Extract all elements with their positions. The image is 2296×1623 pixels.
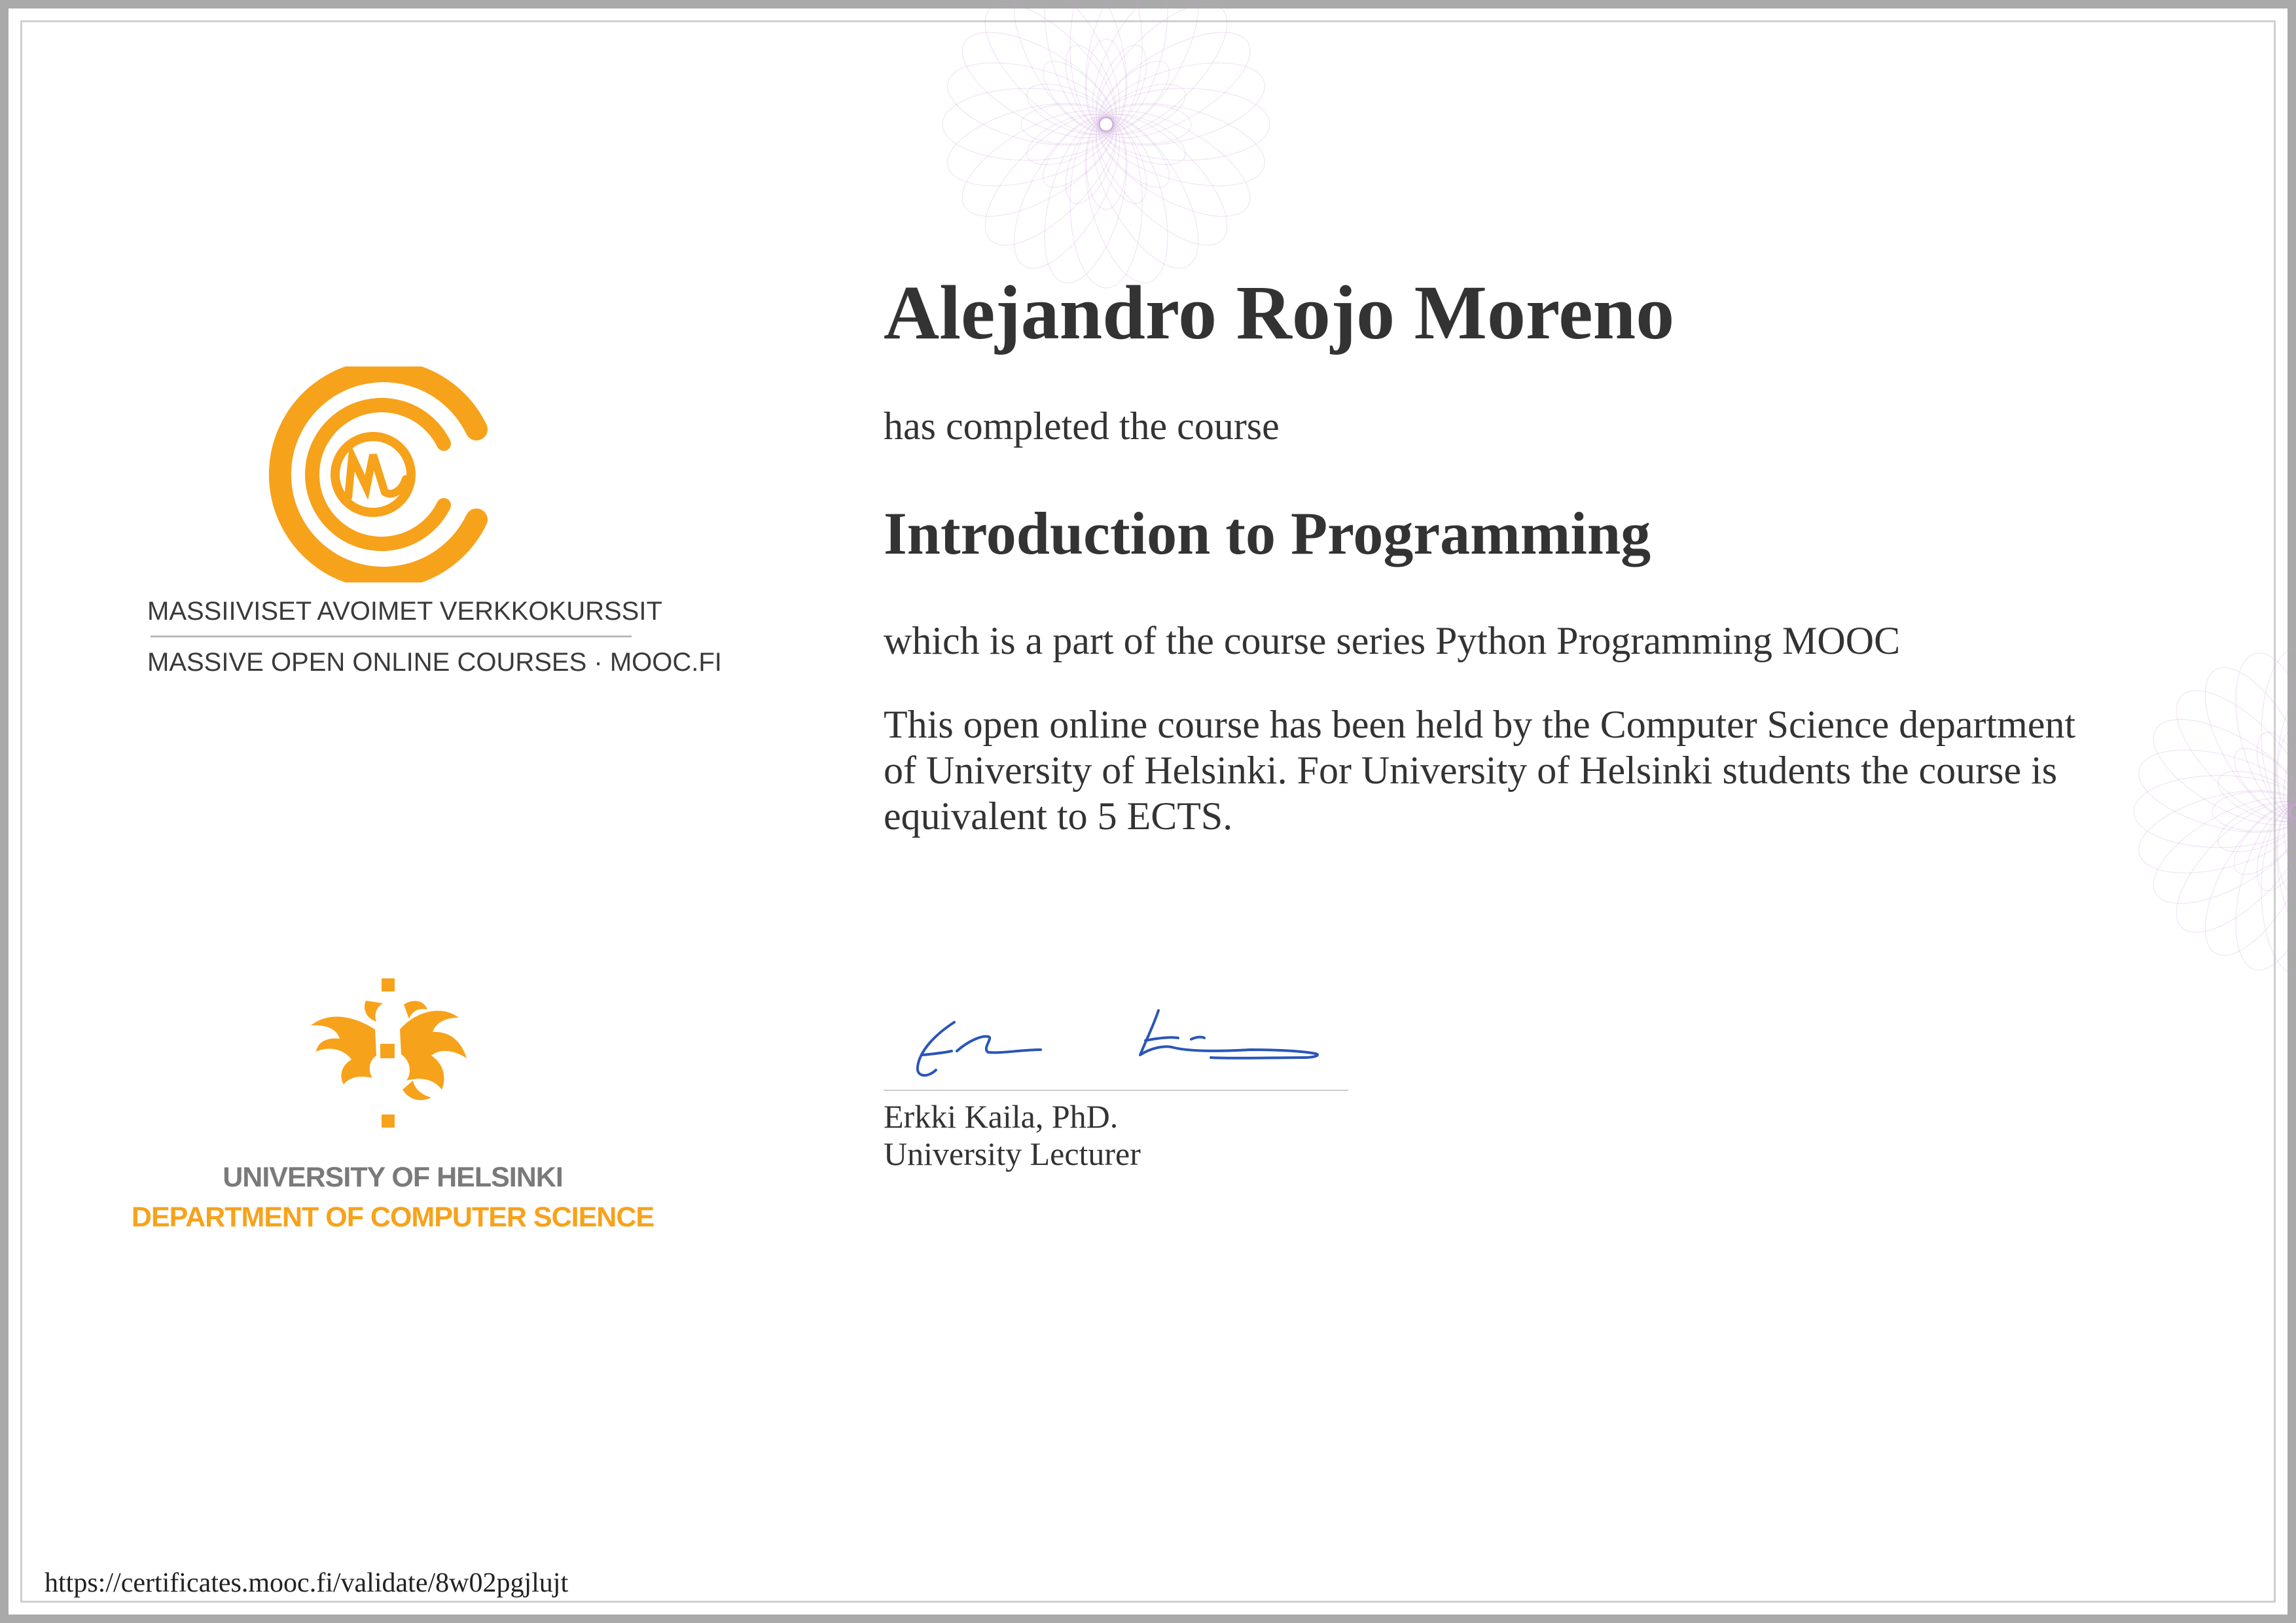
validation-link[interactable]: https://certificates.mooc.fi/validate/8w02pgjlujt [45,1568,569,1598]
university-logo [131,978,655,1234]
course-description: This open online course has been held by the Computer Science department of University of Helsinki. For University of Helsinki students the course is equivalent to 5 ECTS. [884,703,2076,838]
mooc-c-emblem-icon [268,366,504,582]
signer-title: University Lecturer [884,1135,1141,1172]
course-series-statement: which is a part of the course series Python Programming MOOC [884,619,1901,662]
rosette-petal [2156,670,2296,842]
recipient-name: Alejandro Rojo Moreno [884,270,1675,355]
course-title: Introduction to Programming [884,500,1651,567]
university-name: UNIVERSITY OF HELSINKI [223,1162,563,1193]
signature-line [884,1090,1348,1091]
flame-emblem-icon [304,978,475,1129]
department-name: DEPARTMENT OF COMPUTER SCIENCE [131,1202,655,1233]
mooc-logo [147,366,722,677]
rosette-ornament-top [844,0,1368,268]
handwritten-signature [884,995,1348,1086]
mooc-finnish-tagline: MASSIIVISET AVOIMET VERKKOKURSSIT [147,597,662,626]
mooc-logo-divider [151,635,632,637]
signer-name: Erkki Kaila, PhD. [884,1098,1119,1135]
rosette-petal [2156,781,2296,953]
rosette-ornament-right [2134,576,2296,1047]
completed-statement: has completed the course [884,404,1280,448]
mooc-english-tagline: MASSIVE OPEN ONLINE COURSES · MOOC.FI [147,648,722,677]
rosette-petal [2134,776,2296,847]
